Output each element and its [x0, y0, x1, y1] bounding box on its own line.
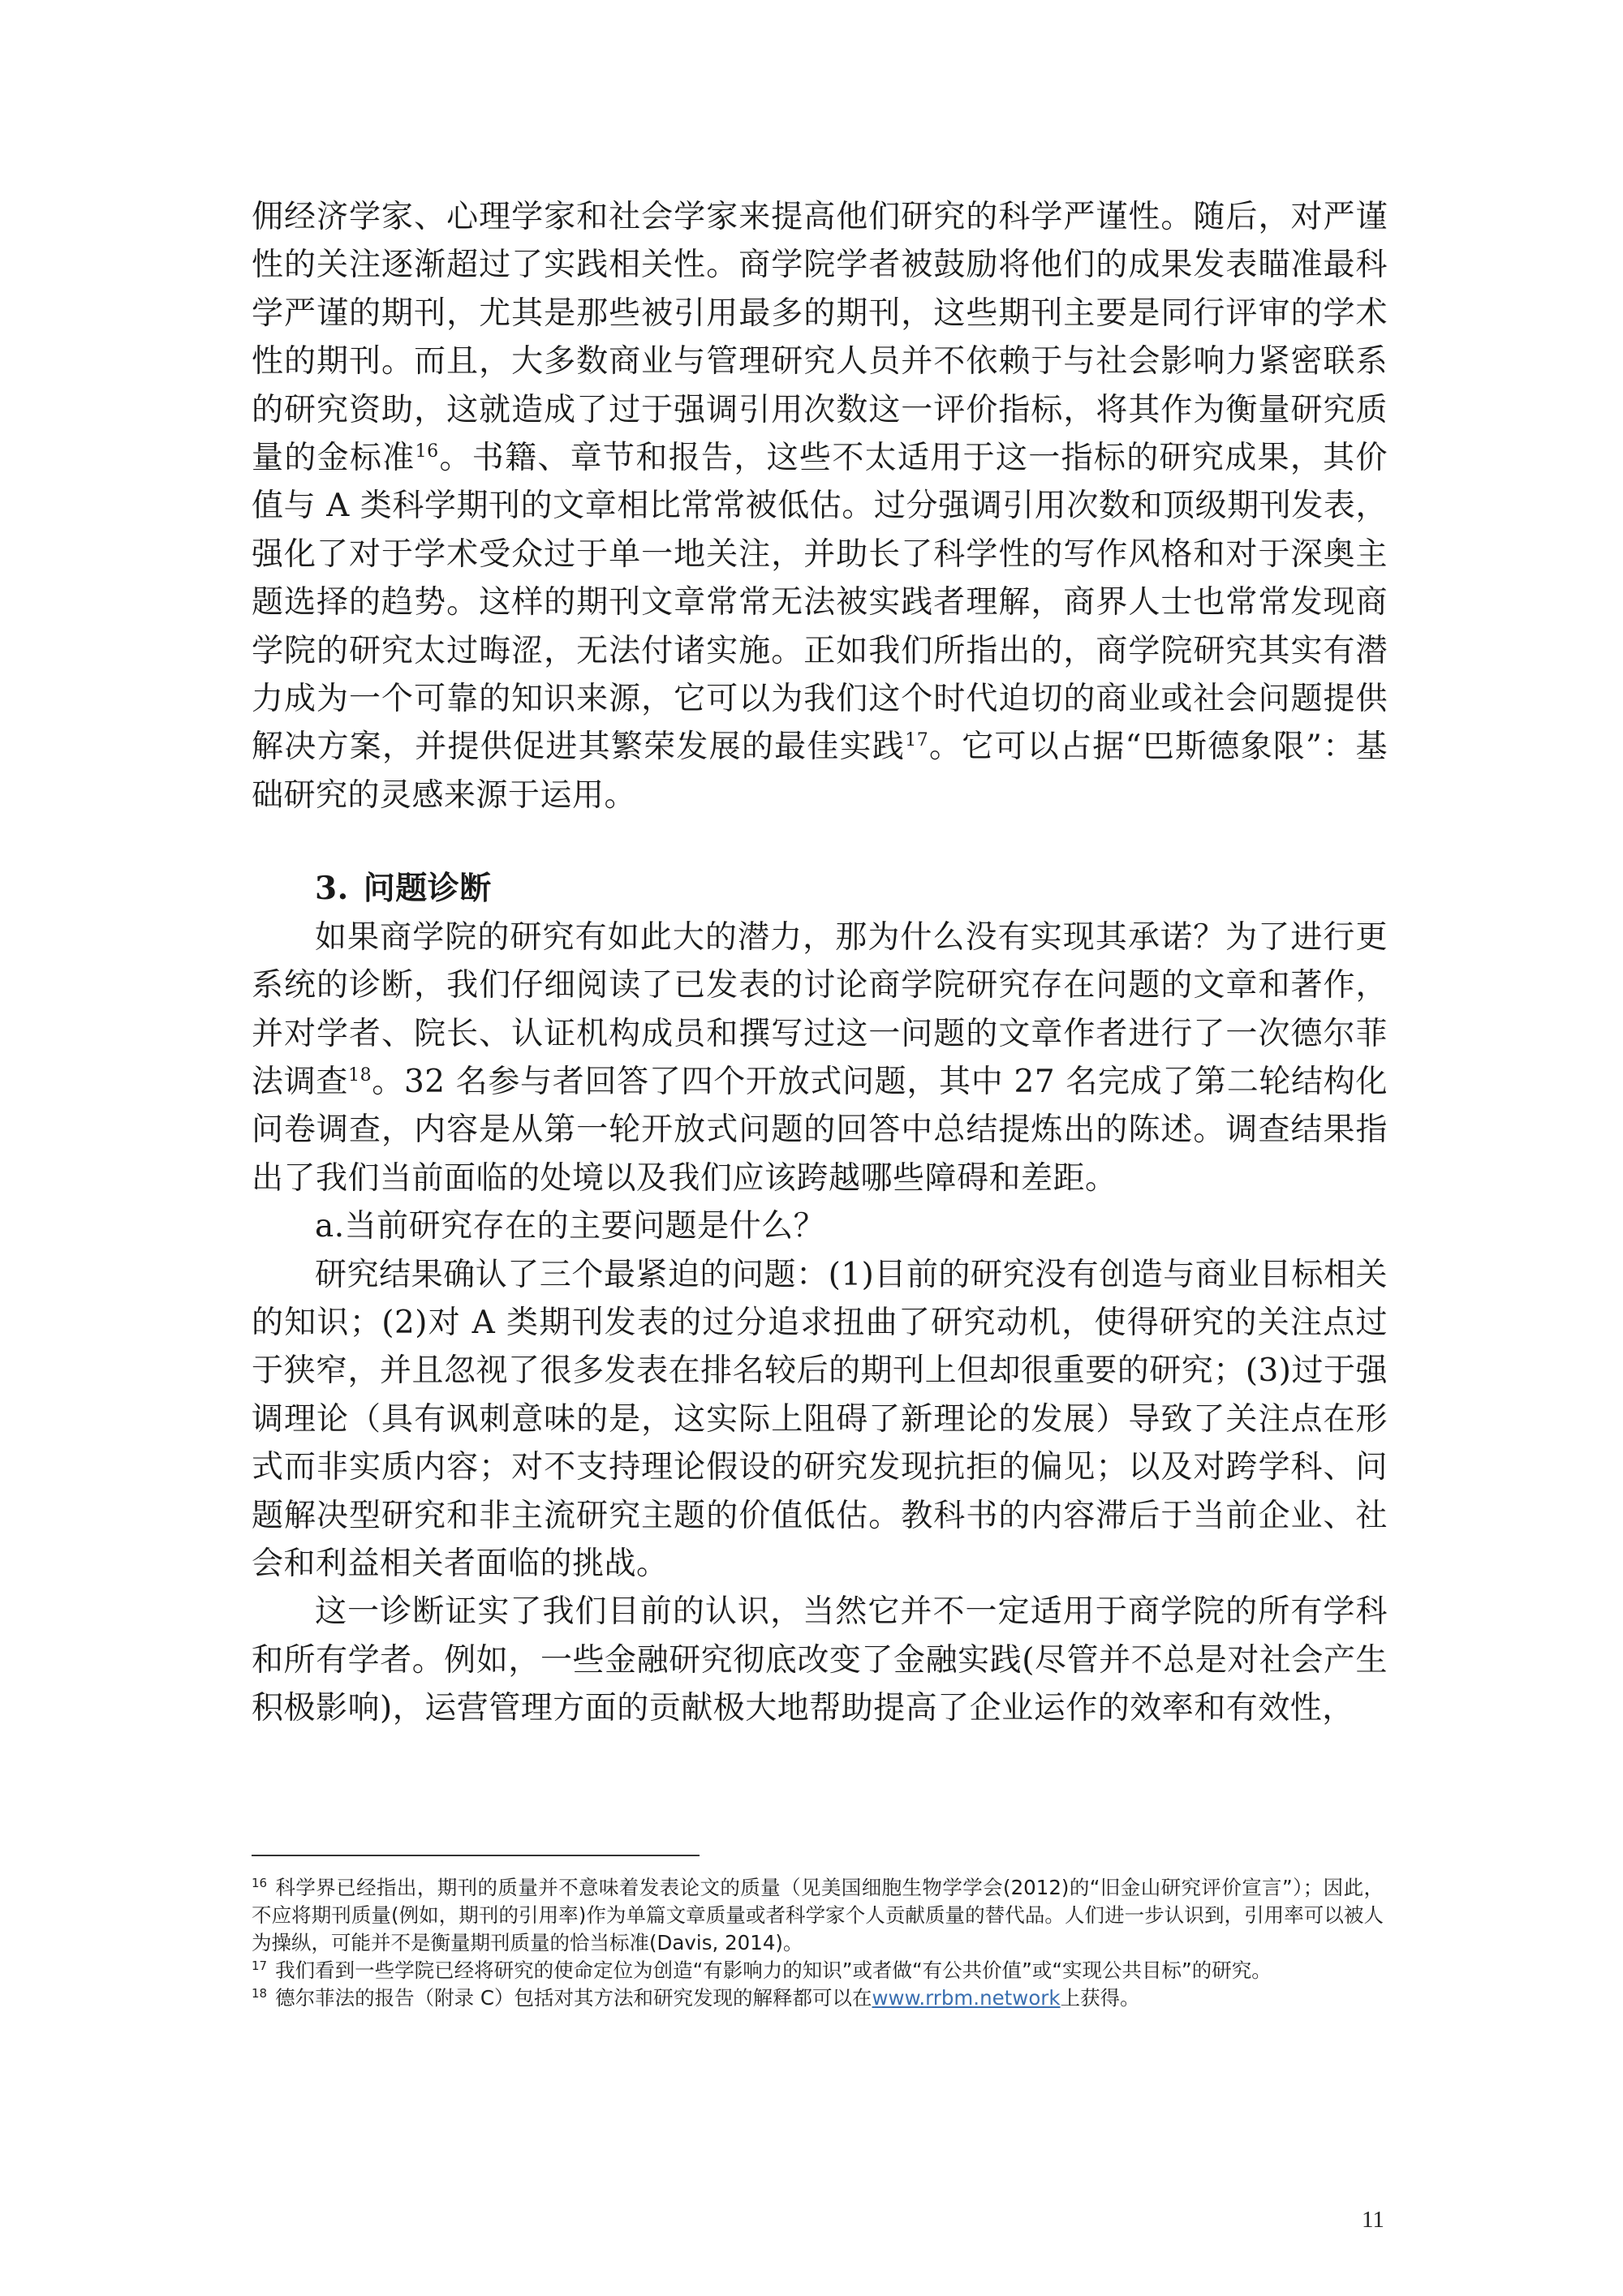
footnote-ref-18[interactable]: 18 — [348, 1064, 372, 1086]
paragraph-4: 研究结果确认了三个最紧迫的问题：(1)目前的研究没有创造与商业目标相关的知识；(2)对 A 类期刊发表的过分追求扭曲了研究动机，使得研究的关注点过于狭窄，并且忽视了很多发表在排名较后的期刊上但却很重要的研究；(3)过于强调理论（具有讽刺意味的是，这实际上阻碍了新理论的发展）导致了关注点在形式而非实质内容；对不支持理论假设的研究发现抗拒的偏见；以及对跨学科、问题解决型研究和非主流研究主题的价值低估。教科书的内容滞后于当前企业、社会和利益相关者面临的挑战。 — [252, 1256, 1388, 1582]
subheading-a: a.当前研究存在的主要问题是什么？ — [315, 1208, 826, 1245]
footnote-text: 科学界已经指出，期刊的质量并不意味着发表论文的质量（见美国细胞生物学学会(2012)的“旧金山研究评价宣言”）；因此，不应将期刊质量(例如，期刊的引用率)作为单篇文章质量或者科学家个人贡献质量的替代品。人们进一步认识到，引用率可以被人为操纵，可能并不是衡量期刊质量的恰当标准(Davis, 2014)。 — [252, 1876, 1384, 1954]
section-heading — [252, 865, 1388, 913]
paragraph-1-text-a: 佣经济学家、心理学家和社会学家来提高他们研究的科学严谨性。随后，对严谨性的关注逐渐超过了实践相关性。商学院学者被鼓励将他们的成果发表瞄准最科学严谨的期刊，尤其是那些被引用最多的期刊，这些期刊主要是同行评审的学术性的期刊。而且，大多数商业与管理研究人员并不依赖于与社会影响力紧密联系的研究资助，这就造成了过于强调引用次数这一评价指标，将其作为衡量研究质量的金标准 — [252, 199, 1388, 477]
footnote-mark: 16 — [252, 1875, 268, 1890]
footnote-ref-17[interactable]: 17 — [905, 730, 929, 751]
footnote-ref-16[interactable]: 16 — [415, 441, 439, 462]
footnote-text-after: 上获得。 — [1060, 1986, 1140, 2010]
paragraph-1-text-c: 。它可以占据“巴斯德象限”：基础研究的灵感来源于运用。 — [252, 729, 1388, 814]
paragraph-2-text-a: 如果商学院的研究有如此大的潜力，那为什么没有实现其承诺？为了进行更系统的诊断，我们仔细阅读了已发表的讨论商学院研究存在问题的文章和著作，并对学者、院长、认证机构成员和撰写过这一问题的文章作者进行了一次德尔菲法调查 — [252, 918, 1388, 1100]
paragraph-5: 这一诊断证实了我们目前的认识，当然它并不一定适用于商学院的所有学科和所有学者。例如，一些金融研究彻底改变了金融实践(尽管并不总是对社会产生积极影响)，运营管理方面的贡献极大地帮助提高了企业运作的效率和有效性， — [252, 1593, 1388, 1727]
rrbm-link[interactable]: www.rrbm.network — [872, 1986, 1061, 2010]
footnote-mark: 17 — [252, 1958, 268, 1973]
footnote-text: 德尔菲法的报告（附录 C）包括对其方法和研究发现的解释都可以在 — [275, 1986, 872, 2010]
footnote-text: 我们看到一些学院已经将研究的使命定位为创造“有影响力的知识”或者做“有公共价值”或“实现公共目标”的研究。 — [275, 1958, 1272, 1982]
paragraph-1-text-b: 。书籍、章节和报告，这些不太适用于这一指标的研究成果，其价值与 A 类科学期刊的文章相比常常被低估。过分强调引用次数和顶级期刊发表，强化了对于学术受众过于单一地关注，并助长了科学性的写作风格和对于深奥主题选择的趋势。这样的期刊文章常常无法被实践者理解，商界人士也常常发现商学院的研究太过晦涩，无法付诸实施。正如我们所指出的，商学院研究其实有潜力成为一个可靠的知识来源，它可以为我们这个时代迫切的商业或社会问题提供解决方案，并提供促进其繁荣发展的最佳实践 — [252, 440, 1388, 766]
paragraph-1 — [252, 193, 1388, 819]
footnote-16 — [252, 1874, 1384, 1957]
section-title: 问题诊断 — [363, 870, 492, 908]
section-number: 3. — [315, 870, 349, 908]
footnote-17 — [252, 1957, 1384, 1984]
document-body — [252, 193, 1388, 1733]
footnotes — [252, 1874, 1384, 2012]
footnote-divider — [252, 1855, 700, 1856]
page-number: 11 — [1362, 2207, 1384, 2233]
footnote-mark: 18 — [252, 1985, 268, 2001]
paragraph-2-text-b: 。32 名参与者回答了四个开放式问题，其中 27 名完成了第二轮结构化问卷调查，内容是从第一轮开放式问题的回答中总结提炼出的陈述。调查结果指出了我们当前面临的处境以及我们应该跨越哪些障碍和差距。 — [252, 1063, 1388, 1197]
footnote-18 — [252, 1984, 1384, 2012]
paragraph-2 — [252, 914, 1388, 1202]
